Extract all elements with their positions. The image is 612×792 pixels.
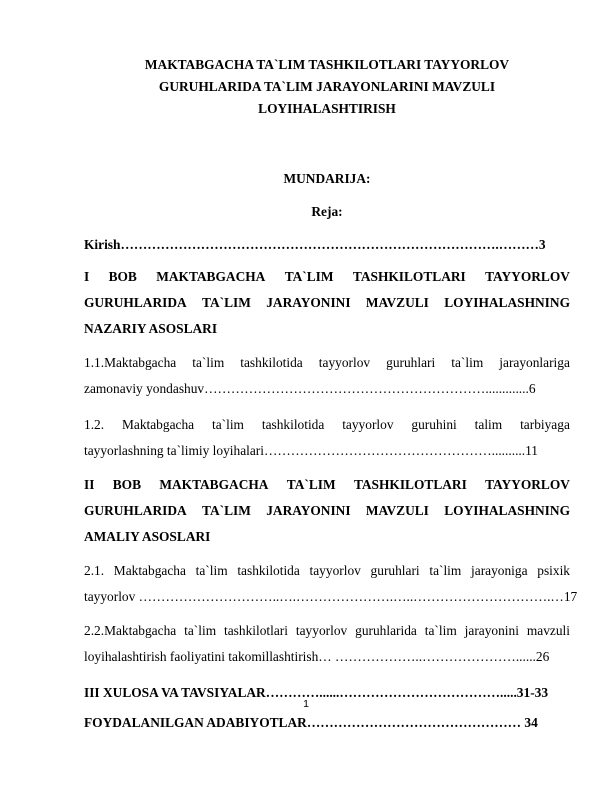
word: LOYIHALASHNING [444,503,570,518]
section-1-1-line-2: zamonaviy yondashuv……………………………………………………….............6 [84,381,536,396]
word: jarayoniga [471,563,528,578]
word: BOB [108,269,137,284]
word: psixik [537,563,570,578]
toc-entry-section-1-1 [84,350,570,412]
word: guruhlari [370,563,420,578]
word: ta`lim [192,355,225,370]
chapter-1-line-3: NAZARIY ASOSLARI [84,321,218,336]
toc-entry-section-2-2 [84,618,570,680]
section-2-2-line-1 [84,618,570,644]
word: TAYYORLOV [485,477,570,492]
word: LOYIHALASHNING [444,295,570,310]
word: tayyorlov [342,417,394,432]
plan-heading: Reja: [311,204,343,219]
word: jarayonlariga [499,355,570,370]
word: guruhlarida [355,623,417,638]
word: TA`LIM [284,269,334,284]
word: JARAYONINI [266,295,351,310]
word: mavzuli [526,623,570,638]
toc-entry-section-2-1 [84,558,578,618]
word: GURUHLARIDA [84,295,187,310]
word: TASHKILOTLARI [353,477,467,492]
chapter-2-line-3: AMALIY ASOSLARI [84,529,211,544]
word: TA`LIM [202,295,251,310]
word: BOB [112,477,142,492]
word: tashkilotida [261,417,325,432]
word: tarbiyaga [520,417,570,432]
page-number: 1 [303,698,309,710]
word: MAVZULI [365,295,429,310]
toc-entry-section-1-2 [84,412,570,472]
section-2-1-line-2: tayyorlov …………………………..….………………….…..………………………….…17 [84,589,578,604]
word: TA`LIM [286,477,336,492]
title-line-2: GURUHLARIDA TA`LIM JARAYONLARINI MAVZULI [158,79,496,94]
document-title [84,54,570,120]
word: TASHKILOTLARI [352,269,466,284]
chapter-2-line-2 [84,498,570,524]
word: 1.2. [84,417,105,432]
word: guruhlari [386,355,436,370]
title-line-1: MAKTABGACHA TA`LIM TASHKILOTLARI TAYYORLOV [144,57,510,72]
word: 1.1.Maktabgacha [84,355,177,370]
word: tashkilotida [237,563,300,578]
word: ta`lim [195,563,228,578]
word: 2.2.Maktabgacha [84,623,177,638]
word: tayyorlov [309,563,361,578]
word: jarayonini [464,623,519,638]
word: GURUHLARIDA [84,503,187,518]
chapter-2-line-1 [84,472,570,498]
word: ta`lim [429,563,462,578]
contents-heading: MUNDARIJA: [283,171,371,186]
word: TA`LIM [202,503,251,518]
word: MAVZULI [365,503,429,518]
word: II [84,477,95,492]
word: ta`lim [211,417,244,432]
section-2-1-line-1 [84,558,570,584]
toc-entry-intro: Kirish………………………………………………………………………….………3 [84,237,546,252]
word: talim [474,417,503,432]
toc-entry-chapter-2 [84,472,570,558]
toc-entry-conclusion: III XULOSA VA TAVSIYALAR…………......……………………………….....31-33 [84,685,549,700]
chapter-1-line-1 [84,264,570,290]
word: ta`lim [451,355,484,370]
word: tashkilotida [240,355,303,370]
word: tashkilotlari [224,623,288,638]
toc-entry-references: FOYDALANILGAN ADABIYOTLAR………………………………………… 34 [84,715,538,730]
word: 2.1. [84,563,105,578]
section-1-2-line-2: tayyorlashning ta`limiy loyihalari……………………………………………..........11 [84,443,538,458]
section-2-2-line-2: loyihalashtirish faoliyatini takomillashtirish… ………………..…………………......26 [84,649,550,664]
word: tayyorlov [295,623,348,638]
section-1-2-line-1 [84,412,570,438]
table-of-contents [84,232,578,736]
word: JARAYONINI [266,503,351,518]
chapter-1-line-2 [84,290,570,316]
toc-entry-chapter-1 [84,264,570,350]
word: Maktabgacha [121,417,195,432]
word: ta`lim [184,623,217,638]
word: MAKTABGACHA [156,269,266,284]
word: I [84,269,90,284]
word: guruhini [411,417,457,432]
word: tayyorlov [318,355,371,370]
title-line-3: LOYIHALASHTIRISH [258,101,396,116]
word: Maktabgacha [113,563,186,578]
word: ta`lim [424,623,457,638]
word: MAKTABGACHA [159,477,269,492]
word: TAYYORLOV [485,269,570,284]
section-1-1-line-1 [84,350,570,376]
